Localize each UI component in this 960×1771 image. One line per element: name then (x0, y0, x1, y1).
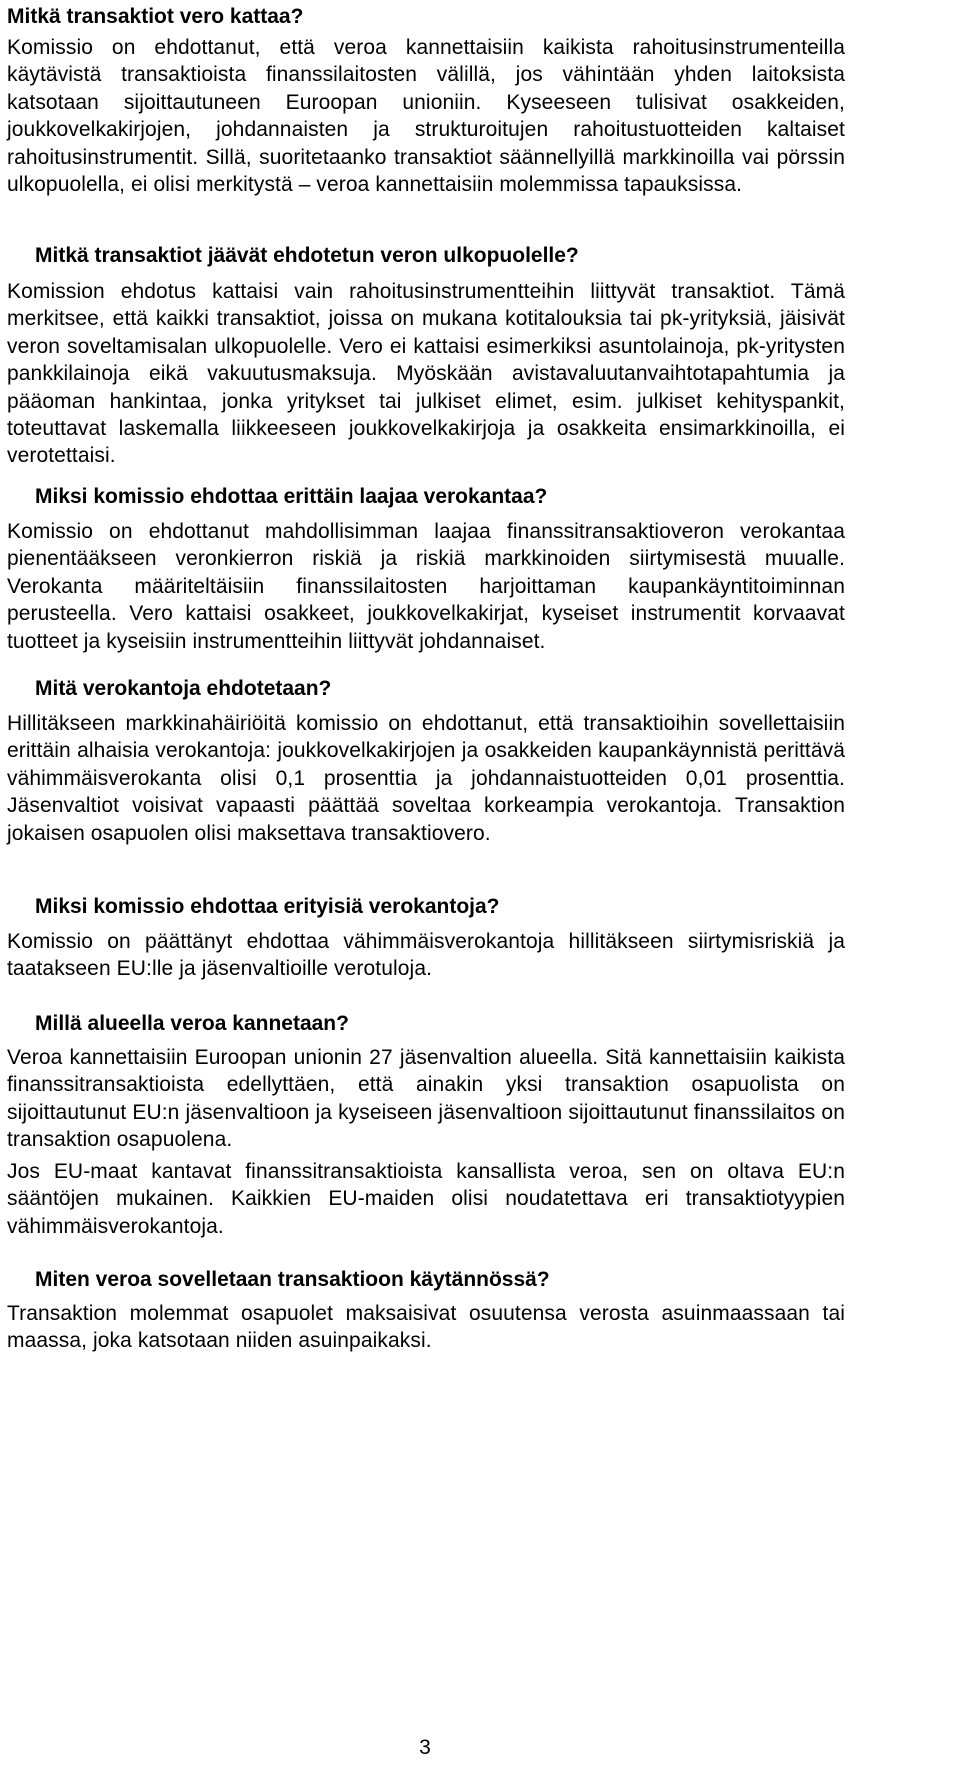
section-heading: Miksi komissio ehdottaa erityisiä verokantoja? (35, 895, 500, 918)
paragraph: Komissio on päättänyt ehdottaa vähimmäisverokantoja hillitäkseen siirtymisriskiä ja taatakseen EU:lle ja jäsenvaltioille verotuloja. (7, 930, 845, 981)
paragraph: Hillitäkseen markkinahäiriöitä komissio on ehdottanut, että transaktioihin sovellettaisiin erittäin alhaisia verokantoja: joukkovelkakirjojen ja osakkeiden kaupankäynnistä perittävä vähimmäisverokanta olisi 0,1 prosenttia ja johdannaistuotteiden 0,01 prosenttia. Jäsenvaltiot voisivat vapaasti päättää soveltaa korkeampia verokantoja. Transaktion jokaisen osapuolen olisi maksettava transaktiovero. (7, 712, 845, 845)
paragraph: Veroa kannettaisiin Euroopan unionin 27 jäsenvaltion alueella. Sitä kannettaisiin kaikista finanssitransaktioista edellyttäen, että ainakin yksi transaktion osapuolista on sijoittautunut EU:n jäsenvaltioon ja kyseiseen jäsenvaltioon sijoittautunut finanssilaitos on transaktion osapuolena. (7, 1046, 845, 1152)
section-heading: Mitkä transaktiot vero kattaa? (7, 5, 304, 28)
section-heading: Mitkä transaktiot jäävät ehdotetun veron ulkopuolelle? (35, 244, 579, 267)
paragraph: Komissio on ehdottanut, että veroa kannettaisiin kaikista rahoitusinstrumenteilla käytävistä transaktioista finanssilaitosten välillä, jos vähintään yhden laitoksista katsotaan sijoittautuneen Euroopan unioniin. Kyseeseen tulisivat osakkeiden, joukkovelkakirjojen, johdannaisten ja strukturoitujen rahoitustuotteiden kaltaiset rahoitusinstrumentit. Sillä, suoritetaanko transaktiot säännellyillä markkinoilla vai pörssin ulkopuolella, ei olisi merkitystä – veroa kannettaisiin molemmissa tapauksissa. (7, 36, 845, 197)
section-heading: Millä alueella veroa kannetaan? (35, 1012, 349, 1035)
section-heading: Mitä verokantoja ehdotetaan? (35, 677, 332, 700)
paragraph: Komissio on ehdottanut mahdollisimman laajaa finanssitransaktioveron verokantaa pienentääkseen veronkierron riskiä ja riskiä markkinoiden siirtymisestä muualle. Verokanta määriteltäisiin finanssilaitosten harjoittaman kaupankäyntitoiminnan perusteella. Vero kattaisi osakkeet, joukkovelkakirjat, kyseiset instrumentit korvaavat tuotteet ja kyseisiin instrumentteihin liittyvät johdannaiset. (7, 520, 845, 653)
section-heading: Miten veroa sovelletaan transaktioon käytännössä? (35, 1268, 550, 1291)
page-number: 3 (419, 1736, 431, 1759)
paragraph: Jos EU-maat kantavat finanssitransaktioista kansallista veroa, sen on oltava EU:n sääntöjen mukainen. Kaikkien EU-maiden olisi noudatettava eri transaktiotyypien vähimmäisverokantoja. (7, 1160, 845, 1238)
paragraph: Transaktion molemmat osapuolet maksaisivat osuutensa verosta asuinmaassaan tai maassa, joka katsotaan niiden asuinpaikaksi. (7, 1302, 845, 1353)
paragraph: Komission ehdotus kattaisi vain rahoitusinstrumentteihin liittyvät transaktiot. Tämä merkitsee, että kaikki transaktiot, joissa on mukana kotitalouksia tai pk-yrityksiä, jäisivät veron soveltamisalan ulkopuolelle. Vero ei kattaisi esimerkiksi asuntolainoja, pk-yritysten pankkilainoja eikä vakuutusmaksuja. Myöskään avistavaluutanvaihtotapahtumia ja pääoman hankintaa, jonka yritykset tai julkiset elimet, esim. julkiset kehityspankit, toteuttavat laskemalla liikkeeseen joukkovelkakirjoja ja osakkeita ensimarkkinoilla, ei verotettaisi. (7, 280, 845, 468)
section-heading: Miksi komissio ehdottaa erittäin laajaa verokantaa? (35, 485, 548, 508)
